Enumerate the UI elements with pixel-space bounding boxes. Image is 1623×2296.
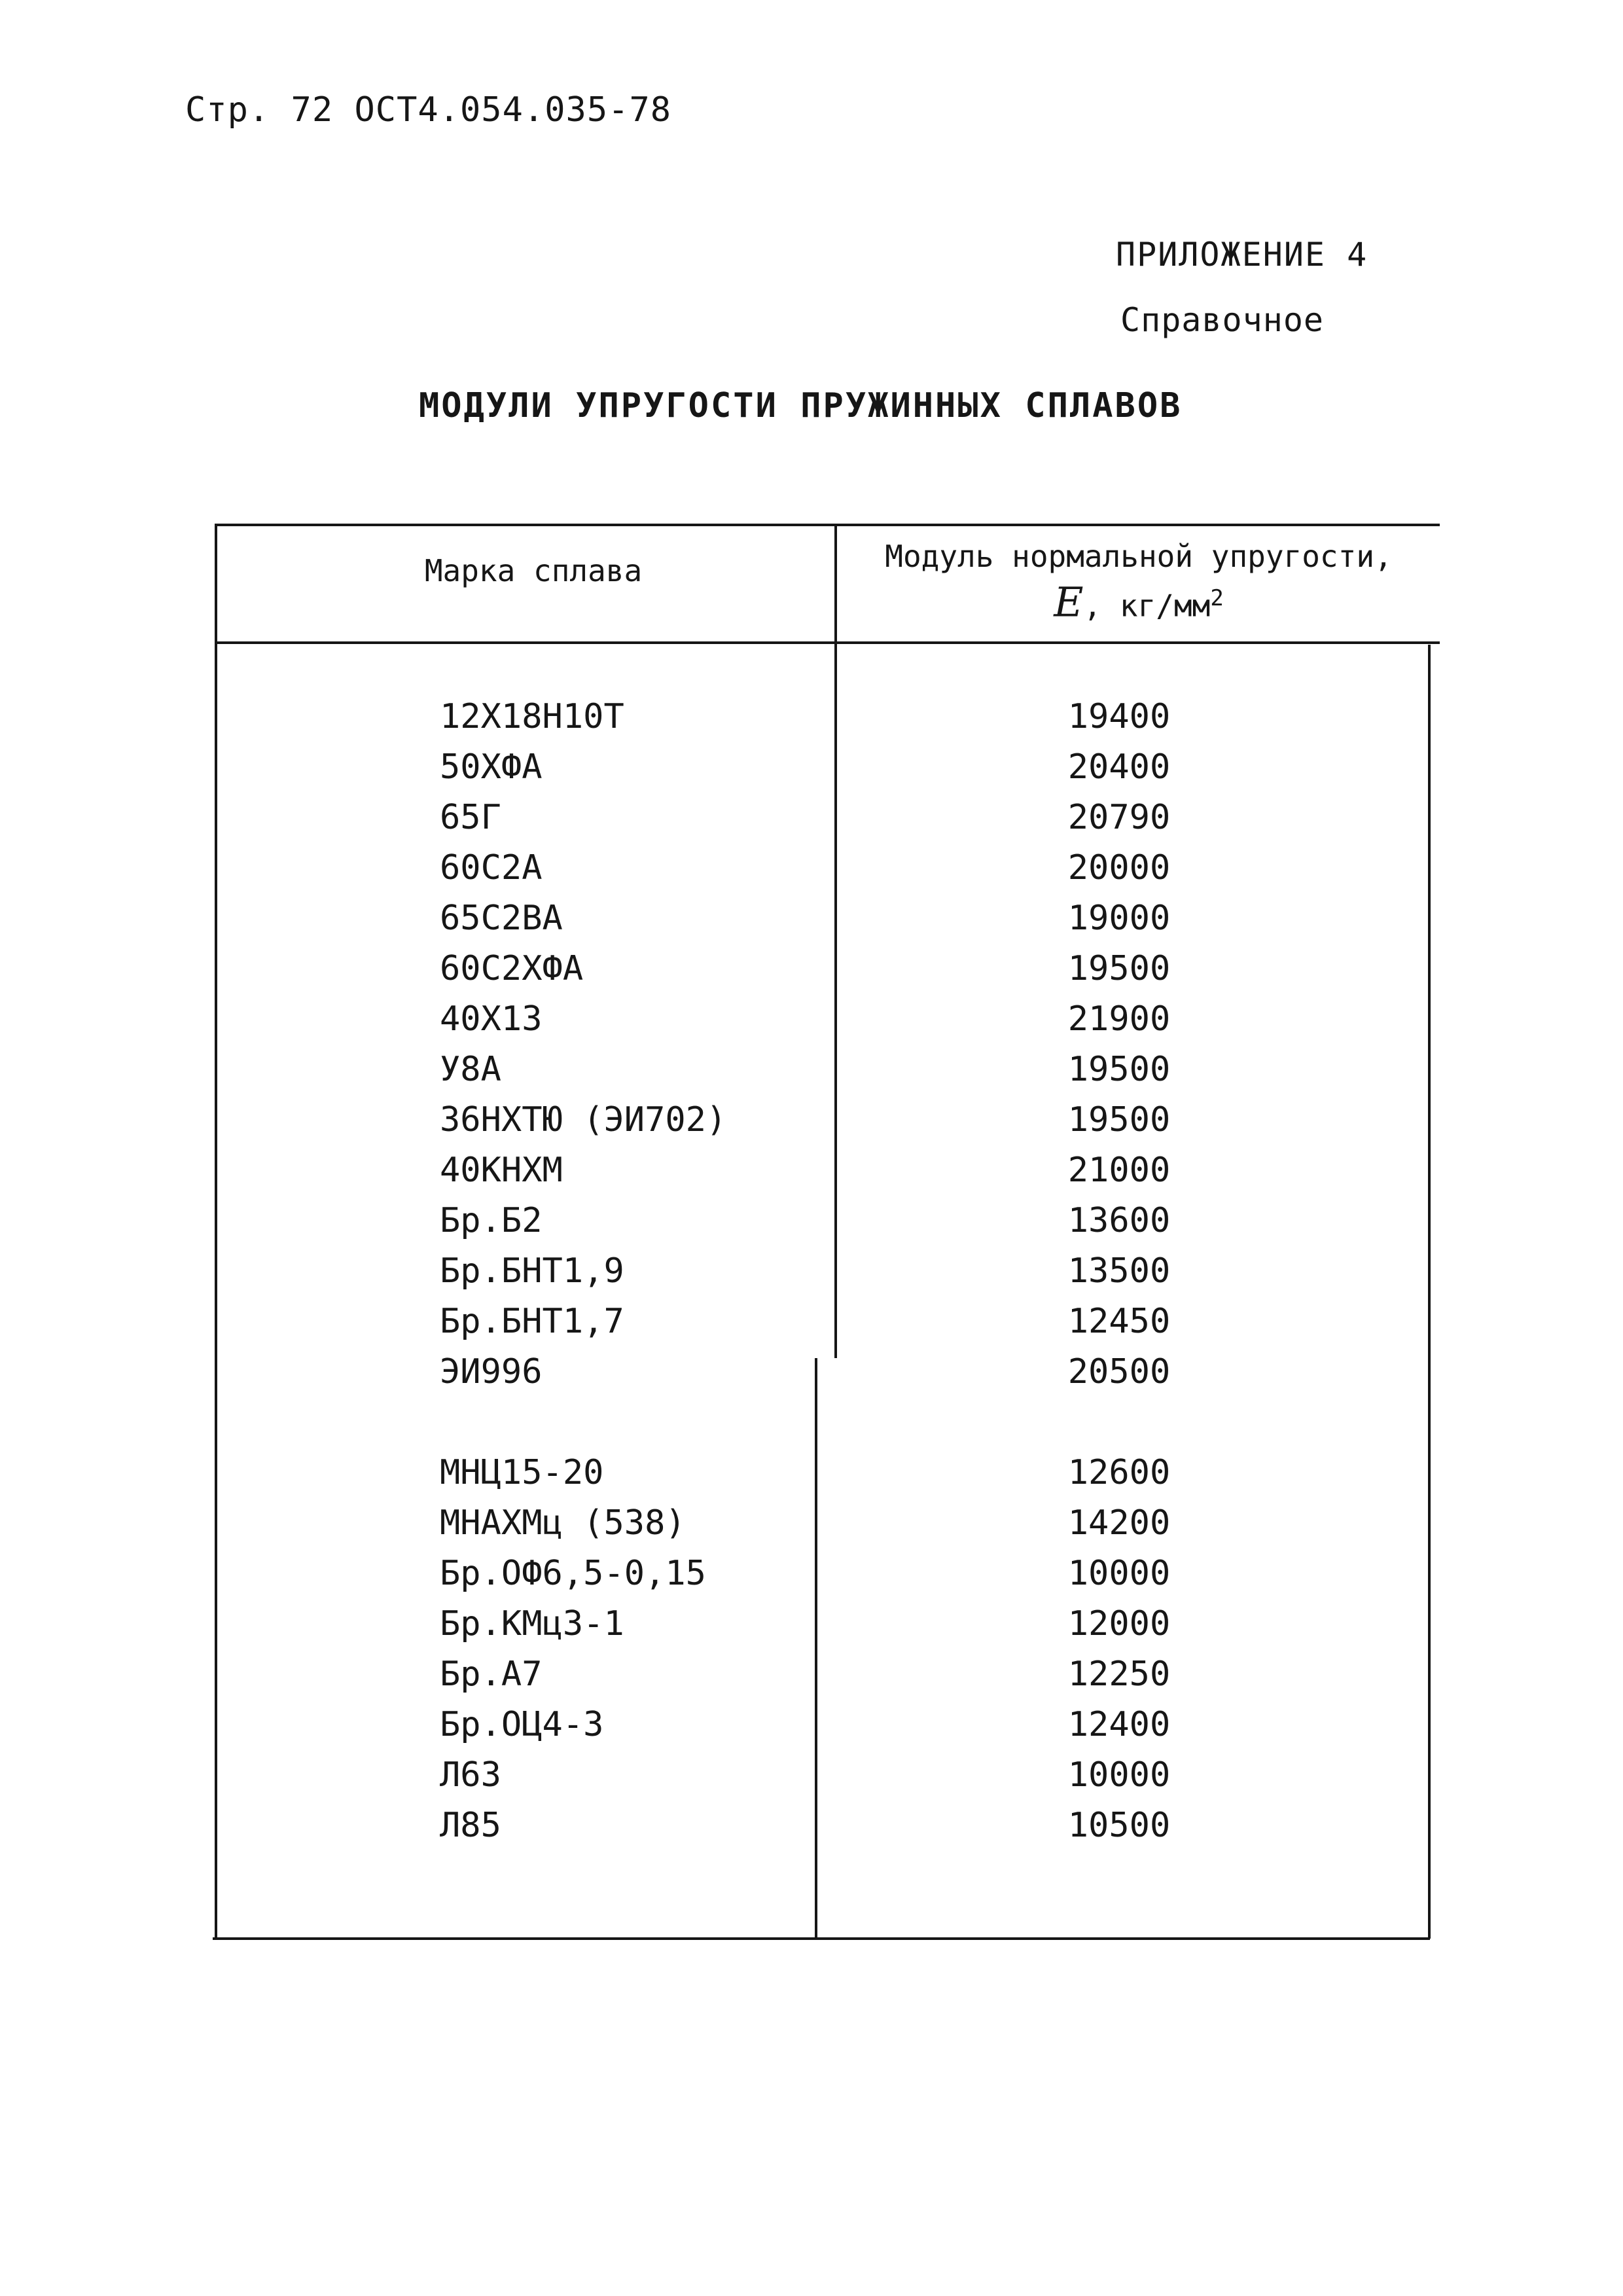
modulus-value-cell: 19500 (1067, 1050, 1171, 1089)
table-row (0, 1302, 1623, 1352)
table-row (0, 1050, 1623, 1100)
modulus-value-cell: 12000 (1067, 1604, 1171, 1643)
modulus-symbol: E (1054, 578, 1084, 626)
modulus-value-cell: 12450 (1067, 1302, 1171, 1341)
alloy-grade-cell: 40КНХМ (440, 1151, 563, 1190)
table-row (0, 899, 1623, 948)
column-header-modulus (839, 535, 1438, 626)
alloy-grade-cell: МНАХМц (538) (440, 1503, 686, 1543)
table-row (0, 747, 1623, 797)
modulus-value-cell: 10000 (1067, 1755, 1171, 1795)
table-row (0, 1251, 1623, 1301)
column-header-grade: Марка сплава (424, 553, 643, 588)
table-row (0, 1755, 1623, 1805)
modulus-value-cell: 12600 (1067, 1453, 1171, 1492)
modulus-value-cell: 10500 (1067, 1806, 1171, 1845)
modulus-value-cell: 20790 (1067, 798, 1171, 837)
alloy-grade-cell: 40Х13 (440, 999, 543, 1039)
table-header-rule (216, 641, 1440, 644)
table-row (0, 1453, 1623, 1503)
modulus-value-cell: 19500 (1067, 1100, 1171, 1139)
modulus-value-cell: 13500 (1067, 1251, 1171, 1291)
table-row (0, 999, 1623, 1049)
table-row (0, 1100, 1623, 1150)
modulus-value-cell: 10000 (1067, 1554, 1171, 1593)
alloy-grade-cell: Бр.КМц3-1 (440, 1604, 624, 1643)
modulus-value-cell: 14200 (1067, 1503, 1171, 1543)
table-row (0, 1201, 1623, 1251)
column-header-modulus-line1: Модуль нормальной упругости, (885, 539, 1393, 574)
alloy-grade-cell: Л63 (440, 1755, 501, 1795)
document-title: МОДУЛИ УПРУГОСТИ ПРУЖИННЫХ СПЛАВОВ (419, 386, 1183, 425)
appendix-title: ПРИЛОЖЕНИЕ 4 (1116, 236, 1368, 274)
alloy-grade-cell: Бр.ОЦ4-3 (440, 1705, 604, 1744)
table-row (0, 1151, 1623, 1200)
modulus-value-cell: 19000 (1067, 899, 1171, 938)
alloy-grade-cell: Бр.Б2 (440, 1201, 543, 1240)
alloy-grade-cell: МНЦ15-20 (440, 1453, 604, 1492)
table-row (0, 848, 1623, 898)
table-row (0, 949, 1623, 999)
alloy-grade-cell: 12Х18Н10Т (440, 697, 624, 736)
table-row (0, 1655, 1623, 1704)
table-row (0, 1604, 1623, 1654)
alloy-grade-cell: 65Г (440, 798, 501, 837)
modulus-value-cell: 20400 (1067, 747, 1171, 787)
table-top-rule (216, 524, 1440, 526)
table-row (0, 1806, 1623, 1856)
modulus-value-cell: 13600 (1067, 1201, 1171, 1240)
alloy-grade-cell: 36НХТЮ (ЭИ702) (440, 1100, 727, 1139)
alloy-grade-cell: ЭИ996 (440, 1352, 543, 1391)
alloy-grade-cell: Бр.ОФ6,5-0,15 (440, 1554, 706, 1593)
table-row (0, 798, 1623, 848)
modulus-unit-power: 2 (1210, 585, 1224, 611)
table-row (0, 1503, 1623, 1553)
modulus-value-cell: 19400 (1067, 697, 1171, 736)
table-row (0, 1705, 1623, 1755)
alloy-grade-cell: 50ХФА (440, 747, 543, 787)
page-header: Стр. 72 ОСТ4.054.035-78 (185, 90, 672, 130)
alloy-grade-cell: 60С2А (440, 848, 543, 888)
alloy-grade-cell: 60С2ХФА (440, 949, 584, 988)
table-row (0, 697, 1623, 747)
modulus-value-cell: 21000 (1067, 1151, 1171, 1190)
alloy-grade-cell: Бр.БНТ1,9 (440, 1251, 624, 1291)
modulus-value-cell: 21900 (1067, 999, 1171, 1039)
appendix-type: Справочное (1120, 301, 1325, 339)
modulus-value-cell: 12250 (1067, 1655, 1171, 1694)
alloy-grade-cell: Л85 (440, 1806, 501, 1845)
modulus-unit: , кг/мм (1083, 588, 1211, 624)
alloy-grade-cell: Бр.А7 (440, 1655, 543, 1694)
alloy-grade-cell: Бр.БНТ1,7 (440, 1302, 624, 1341)
modulus-value-cell: 19500 (1067, 949, 1171, 988)
table-row (0, 1554, 1623, 1604)
modulus-value-cell: 20500 (1067, 1352, 1171, 1391)
column-header-modulus-line2 (839, 577, 1438, 626)
modulus-value-cell: 20000 (1067, 848, 1171, 888)
modulus-value-cell: 12400 (1067, 1705, 1171, 1744)
alloy-grade-cell: 65С2ВА (440, 899, 563, 938)
table-row (0, 1352, 1623, 1402)
table-bottom-rule (213, 1937, 1430, 1940)
alloy-grade-cell: У8А (440, 1050, 501, 1089)
